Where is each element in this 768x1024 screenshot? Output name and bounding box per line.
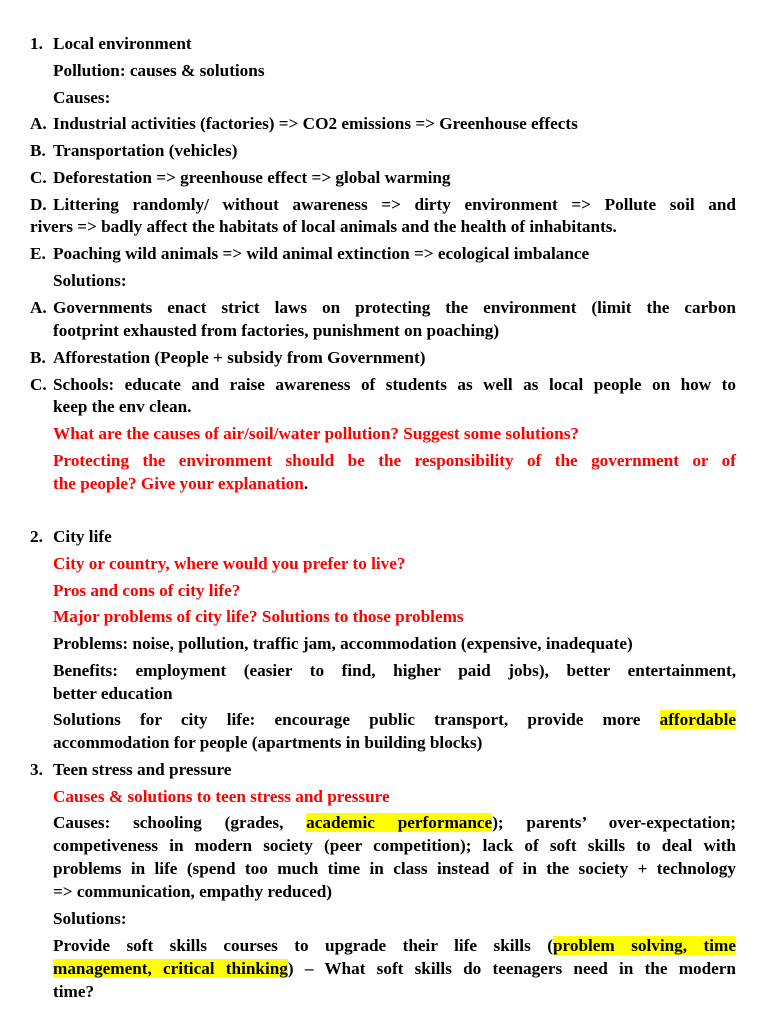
list-marker: E.: [30, 244, 46, 263]
teen-causes-line: competiveness in modern society (peer competition); lack of soft skills to deal with: [53, 836, 736, 855]
list-item: Transportation (vehicles): [53, 141, 238, 160]
list-item-continued: keep the env clean.: [53, 397, 192, 416]
question: Major problems of city life? Solutions to those problems: [53, 607, 464, 626]
question-continued: [53, 472, 308, 495]
teen-solutions-lead: Provide soft skills courses to upgrade their life skills (: [53, 936, 553, 955]
list-marker: D.: [30, 195, 47, 214]
city-solutions-text: [53, 708, 736, 731]
list-marker: A.: [30, 114, 47, 133]
highlight: academic performance: [306, 813, 493, 832]
teen-solutions-line: [53, 957, 736, 980]
city-solutions-lead: Solutions for city life: encourage public transport, provide more: [53, 710, 641, 729]
highlight: management, critical thinking: [53, 959, 288, 978]
section-title: Local environment: [53, 34, 192, 53]
teen-causes-line: problems in life (spend too much time in class instead of in the society + technology: [53, 859, 736, 878]
list-marker: B.: [30, 348, 46, 367]
section-title: City life: [53, 527, 112, 546]
section-subtitle: Pollution: causes & solutions: [53, 61, 265, 80]
highlight: problem solving, time: [552, 936, 736, 955]
list-item: Poaching wild animals => wild animal extinction => ecological imbalance: [53, 244, 590, 263]
question: What are the causes of air/soil/water pollution? Suggest some solutions?: [53, 424, 579, 443]
solutions-label: Solutions:: [53, 909, 127, 928]
causes-label: Causes:: [53, 88, 111, 107]
list-marker: C.: [30, 375, 47, 394]
list-item: Afforestation (People + subsidy from Government): [53, 348, 426, 367]
question: City or country, where would you prefer to live?: [53, 554, 406, 573]
question-text: the people? Give your explanation: [53, 474, 304, 493]
solutions-label: Solutions:: [53, 271, 127, 290]
teen-causes-tail: ); parents’ over-expectation;: [492, 813, 737, 832]
period: .: [303, 474, 309, 493]
list-item: Schools: educate and raise awareness of students as well as local people on how to: [53, 375, 736, 394]
list-item-continued: footprint exhausted from factories, punishment on poaching): [53, 321, 500, 340]
list-marker: B.: [30, 141, 46, 160]
teen-solutions-tail: ) – What soft skills do teenagers need in the modern: [287, 959, 736, 978]
section-number: 3.: [30, 760, 43, 779]
section-number: 1.: [30, 34, 43, 53]
teen-causes-lead: Causes: schooling (grades,: [53, 813, 284, 832]
teen-solutions-line: time?: [53, 982, 95, 1001]
problems-text: Problems: noise, pollution, traffic jam, accommodation (expensive, inadequate): [53, 634, 633, 653]
benefits-text: Benefits: employment (easier to find, higher paid jobs), better entertainment,: [53, 661, 736, 680]
teen-solutions-text: [53, 934, 736, 957]
teen-causes-text: [53, 811, 736, 834]
section-number: 2.: [30, 527, 43, 546]
highlight: affordable: [659, 710, 736, 729]
list-item: Governments enact strict laws on protecting the environment (limit the carbon: [53, 298, 736, 317]
question: Causes & solutions to teen stress and pressure: [53, 787, 390, 806]
list-item: Deforestation => greenhouse effect => global warming: [53, 168, 451, 187]
list-item: Littering randomly/ without awareness => dirty environment => Pollute soil and: [53, 195, 736, 214]
city-solutions-continued: accommodation for people (apartments in building blocks): [53, 733, 483, 752]
teen-causes-line: => communication, empathy reduced): [53, 882, 332, 901]
list-item-continued: rivers => badly affect the habitats of local animals and the health of inhabitants.: [30, 217, 617, 236]
list-item: Industrial activities (factories) => CO2 emissions => Greenhouse effects: [53, 114, 578, 133]
section-title: Teen stress and pressure: [53, 760, 232, 779]
list-marker: C.: [30, 168, 47, 187]
list-marker: A.: [30, 298, 47, 317]
benefits-text-continued: better education: [53, 684, 173, 703]
question: Protecting the environment should be the responsibility of the government or of: [53, 451, 736, 470]
question: Pros and cons of city life?: [53, 581, 241, 600]
